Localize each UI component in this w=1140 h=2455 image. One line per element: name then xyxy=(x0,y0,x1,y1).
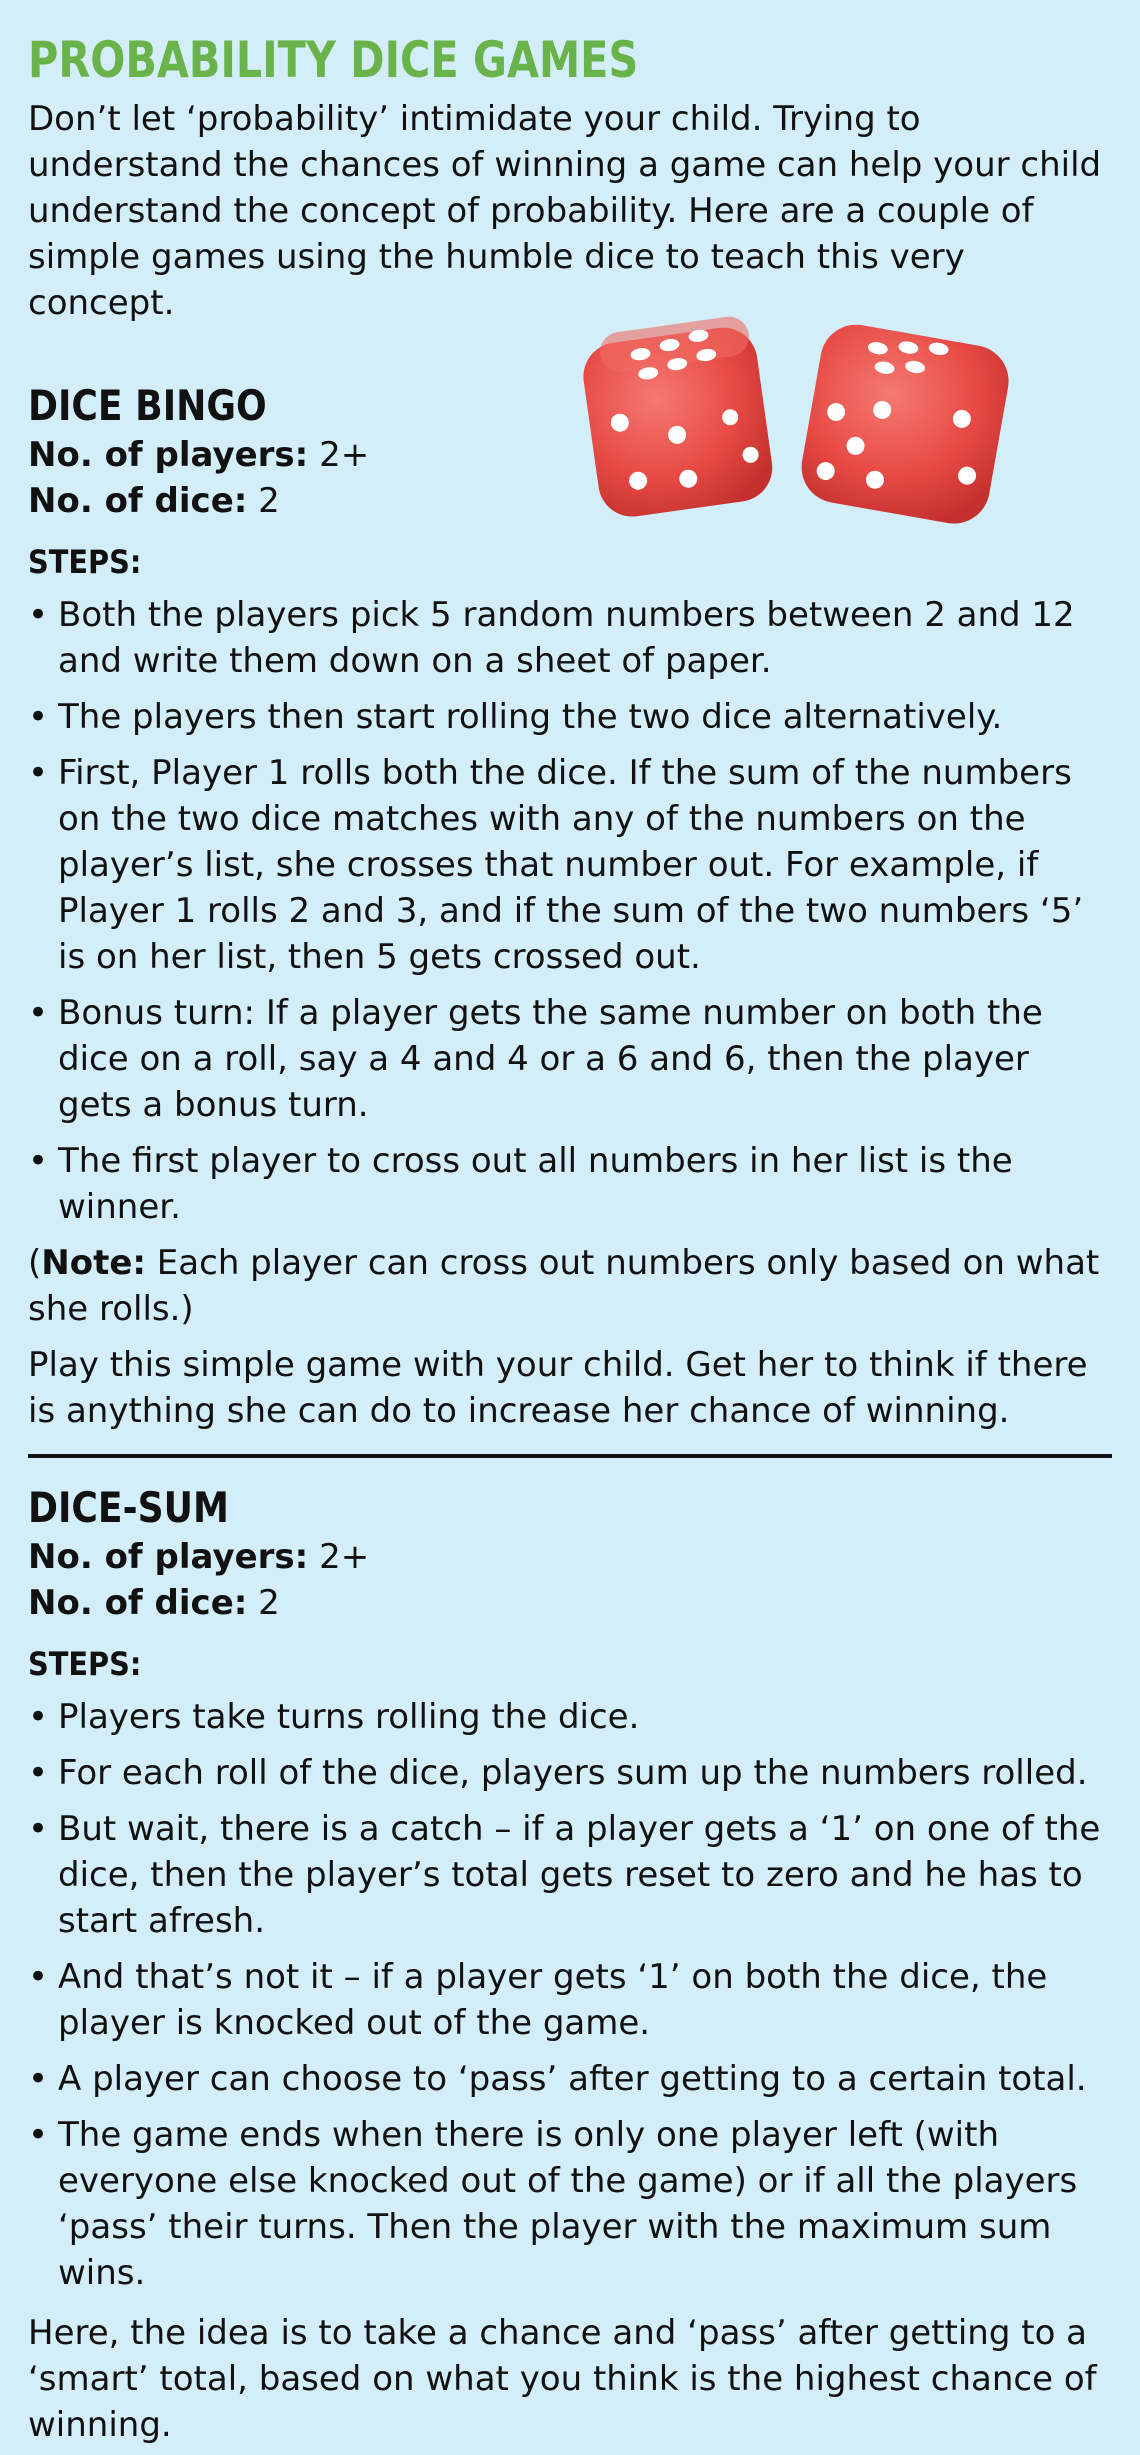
section-heading: DICE-SUM xyxy=(28,1483,229,1532)
die-right xyxy=(796,319,1014,529)
section-heading: DICE BINGO xyxy=(28,381,267,430)
closing-paragraph: Play this simple game with your child. Get her to think if there is anything she can do to increase her chance of winning. xyxy=(28,1345,1088,1431)
steps-list xyxy=(28,1694,1112,2296)
steps-list xyxy=(28,592,1112,1230)
list-item: • The game ends when there is only one player left (with everyone else knocked out of the game) or if all the players ‘pass’ their turns. Then the player with the maximum sum wins. xyxy=(28,2112,1112,2296)
list-item: • A player can choose to ‘pass’ after getting to a certain total. xyxy=(28,2056,1112,2102)
steps-label: STEPS: xyxy=(28,543,142,581)
list-item: • Both the players pick 5 random numbers between 2 and 12 and write them down on a sheet of paper. xyxy=(28,592,1112,684)
list-item: • Players take turns rolling the dice. xyxy=(28,1694,1112,1740)
players-value: 2+ xyxy=(308,1537,370,1577)
note-text: Each player can cross out numbers only based on what she rolls.) xyxy=(28,1243,1100,1329)
list-item: • But wait, there is a catch – if a player gets a ‘1’ on one of the dice, then the player’s total gets reset to zero and he has to start afresh. xyxy=(28,1806,1112,1944)
intro-paragraph: Don’t let ‘probability’ intimidate your child. Trying to understand the chances of winning a game can help your child understand the concept of probability. Here are a couple of simple games using the humble dice to teach this very concept. xyxy=(28,99,1102,323)
list-item: • For each roll of the dice, players sum up the numbers rolled. xyxy=(28,1750,1112,1796)
note-label: Note: xyxy=(41,1243,146,1283)
dice-value: 2 xyxy=(247,1583,280,1623)
closing-paragraph: Here, the idea is to take a chance and ‘pass’ after getting to a ‘smart’ total, based on what you think is the highest chance of winning. xyxy=(28,2313,1097,2445)
list-item: • First, Player 1 rolls both the dice. If the sum of the numbers on the two dice matches with any of the numbers on the player’s list, she crosses that number out. For example, if Player 1 rolls 2 and 3, and if the sum of the two numbers ‘5’ is on her list, then 5 gets crossed out. xyxy=(28,750,1112,980)
players-value: 2+ xyxy=(308,435,370,475)
note-open: ( xyxy=(28,1243,42,1283)
dice-label: No. of dice: xyxy=(28,1583,248,1623)
section-dice-bingo xyxy=(28,380,1112,1434)
dice-label: No. of dice: xyxy=(28,481,248,521)
steps-label: STEPS: xyxy=(28,1645,142,1683)
section-divider xyxy=(28,1454,1112,1458)
list-item: • The first player to cross out all numbers in her list is the winner. xyxy=(28,1138,1112,1230)
list-item: • Bonus turn: If a player gets the same number on both the dice on a roll, say a 4 and 4 or a 6 and 6, then the player gets a bonus turn. xyxy=(28,990,1112,1128)
players-label: No. of players: xyxy=(28,435,309,475)
dice-icon xyxy=(580,315,1020,530)
die-left xyxy=(580,315,777,521)
dice-value: 2 xyxy=(247,481,280,521)
dice-count-line xyxy=(28,1580,1112,1626)
list-item: • And that’s not it – if a player gets ‘1’ on both the dice, the player is knocked out of the game. xyxy=(28,1954,1112,2046)
page-title: PROBABILITY DICE GAMES xyxy=(28,31,639,89)
note-paragraph xyxy=(28,1240,1112,1332)
players-label: No. of players: xyxy=(28,1537,309,1577)
players-line xyxy=(28,1534,1112,1580)
list-item: • The players then start rolling the two dice alternatively. xyxy=(28,694,1112,740)
section-dice-sum xyxy=(28,1482,1112,2448)
